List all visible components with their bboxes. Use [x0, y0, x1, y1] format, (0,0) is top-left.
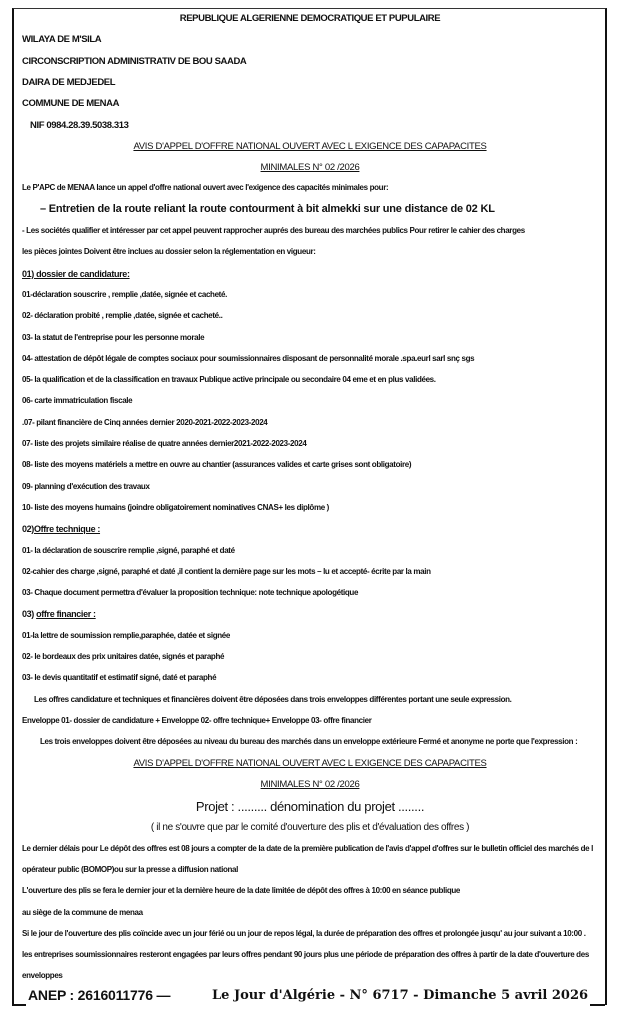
financier-title: offre financier : — [36, 609, 96, 619]
candidature-item: 07- liste des projets similaire réalise de quatre années dernier2021-2022-2023-2024 — [22, 439, 307, 448]
closing-line: opérateur public (BOMOP)ou sur la presse a diffusion national — [22, 865, 239, 874]
closing-line: enveloppes — [22, 971, 63, 980]
candidature-item: 03- la statut de l'entreprise pour les personne morale — [22, 333, 205, 342]
frame-corner-left — [12, 1004, 26, 1006]
candidature-item: 08- liste des moyens matériels a mettre en ouvre au chantier (assurances valides et carte grises sont obligatoire) — [22, 460, 412, 469]
candidature-item: 06- carte immatriculation fiscale — [22, 396, 133, 405]
financier-item: 03- le devis quantitatif et estimatif signé, daté et paraphé — [22, 673, 217, 682]
daira: DAIRA DE MEDJEDEL — [22, 77, 116, 88]
closing-line: L'ouverture des plis se fera le dernier jour et la dernière heure de la date limitée de dépôt des offres à 10:00 en séance publique — [22, 886, 460, 895]
expression-title-line2: MINIMALES N° 02 /2026 — [260, 779, 360, 790]
societes-text: - Les sociétés qualifier et intéresser par cet appel peuvent rapprocher auprés des bureau des marchées publics Pour retirer le cahier des charges — [22, 226, 525, 235]
envelopes-trois: Les trois enveloppes doivent être déposées au niveau du bureau des marchés dans un enveloppe extérieure Fermé et anonyme ne porte que l'expression : — [40, 737, 578, 746]
expression-title-line1: AVIS D'APPEL D'OFFRE NATIONAL OUVERT AVEC L EXIGENCE DES CAPAPACITES — [133, 758, 487, 769]
expression-projet: Projet : ......... dénomination du projet ........ — [195, 799, 425, 814]
candidature-heading: 01) dossier de candidature: — [22, 269, 130, 279]
anep-reference: ANEP : 2616011776 — — [28, 987, 171, 1003]
candidature-item: 02- déclaration probité , remplie ,datée, signée et cacheté.. — [22, 311, 223, 320]
technique-title: Offre technique : — [33, 524, 101, 534]
technique-item: 01- la déclaration de souscrire remplie ,signé, paraphé et daté — [22, 546, 235, 555]
closing-line: Le dernier délais pour Le dépôt des offres est 08 jours a compter de la date de la première publication de l'avis d'appel d'offres sur le bulletin officiel des marchés de l — [22, 844, 594, 853]
envelopes-offres: Les offres candidature et techniques et financières doivent être déposées dans trois enveloppes différentes portant une seule expression. — [34, 695, 512, 704]
pieces-text: les pièces jointes Doivent être inclues au dossier selon la réglementation en vigueur: — [22, 247, 316, 256]
project-description: – Entretien de la route reliant la route contourment à bit almekki sur une distance de 02 KL — [40, 203, 495, 215]
financier-prefix: 03) — [22, 609, 37, 619]
republic-heading: REPUBLIQUE ALGERIENNE DEMOCRATIQUE ET PUPULAIRE — [179, 13, 441, 24]
notice-title-line2: MINIMALES N° 02 /2026 — [260, 162, 360, 173]
circonscription: CIRCONSCRIPTION ADMINISTRATIV DE BOU SAADA — [22, 56, 247, 67]
technique-prefix: 02) — [22, 524, 34, 534]
technique-heading — [22, 524, 100, 535]
envelopes-list: Enveloppe 01- dossier de candidature + Enveloppe 02- offre technique+ Enveloppe 03- offre financier — [22, 716, 372, 725]
expression-note: ( il ne s'ouvre que par le comité d'ouverture des plis et d'évaluation des offres ) — [150, 822, 470, 833]
financier-item: 01-la lettre de soumission remplie,paraphée, datée et signée — [22, 631, 230, 640]
candidature-item: .07- pilant financière de Cinq années dernier 2020-2021-2022-2023-2024 — [22, 418, 268, 427]
closing-line: les entreprises soumissionnaires resteront engagées par leurs offres pendant 90 jours plus une période de préparation des offres à partir de la date d'ouverture des — [22, 950, 589, 959]
candidature-item: 10- liste des moyens humains (joindre obligatoirement nominatives CNAS+ les diplôme ) — [22, 503, 329, 512]
candidature-item: 01-déclaration souscrire , remplie ,datée, signée et cacheté. — [22, 290, 227, 299]
technique-item: 02-cahier des charge ,signé, paraphé et daté ,il contient la dernière page sur les mots – lu et accepté- écrite par la main — [22, 567, 431, 576]
candidature-item: 05- la qualification et de la classification en travaux Publique active principale ou secondaire 04 eme et en plus validées. — [22, 375, 436, 384]
commune: COMMUNE DE MENAA — [22, 98, 120, 109]
frame-corner-right — [590, 1004, 605, 1006]
closing-line: Si le jour de l'ouverture des plis coïncide avec un jour férié ou un jour de repos légal, la durée de préparation des offres et prolongée jusqu' au jour suivant a 10:00 . — [22, 929, 586, 938]
journal-info: Le Jour d'Algérie - N° 6717 - Dimanche 5 avril 2026 — [212, 988, 589, 1003]
closing-line: au siège de la commune de menaa — [22, 908, 143, 917]
technique-item: 03- Chaque document permettra d'évaluer la proposition technique: note technique apologétique — [22, 588, 359, 597]
wilaya: WILAYA DE M'SILA — [22, 34, 102, 45]
financier-item: 02- le bordeaux des prix unitaires datée, signés et paraphé — [22, 652, 225, 661]
nif: NIF 0984.28.39.5038.313 — [30, 120, 129, 131]
candidature-item: 04- attestation de dépôt légale de comptes sociaux pour soumissionnaires disposant de personnalité morale .spa.eurl sarl snç sgs — [22, 354, 475, 363]
intro-text: Le P'APC de MENAA lance un appel d'offre national ouvert avec l'exigence des capacités minimales pour: — [22, 183, 389, 192]
financier-heading — [22, 609, 96, 620]
notice-title-line1: AVIS D'APPEL D'OFFRE NATIONAL OUVERT AVEC L EXIGENCE DES CAPAPACITES — [133, 141, 487, 152]
candidature-item: 09- planning d'exécution des travaux — [22, 482, 150, 491]
